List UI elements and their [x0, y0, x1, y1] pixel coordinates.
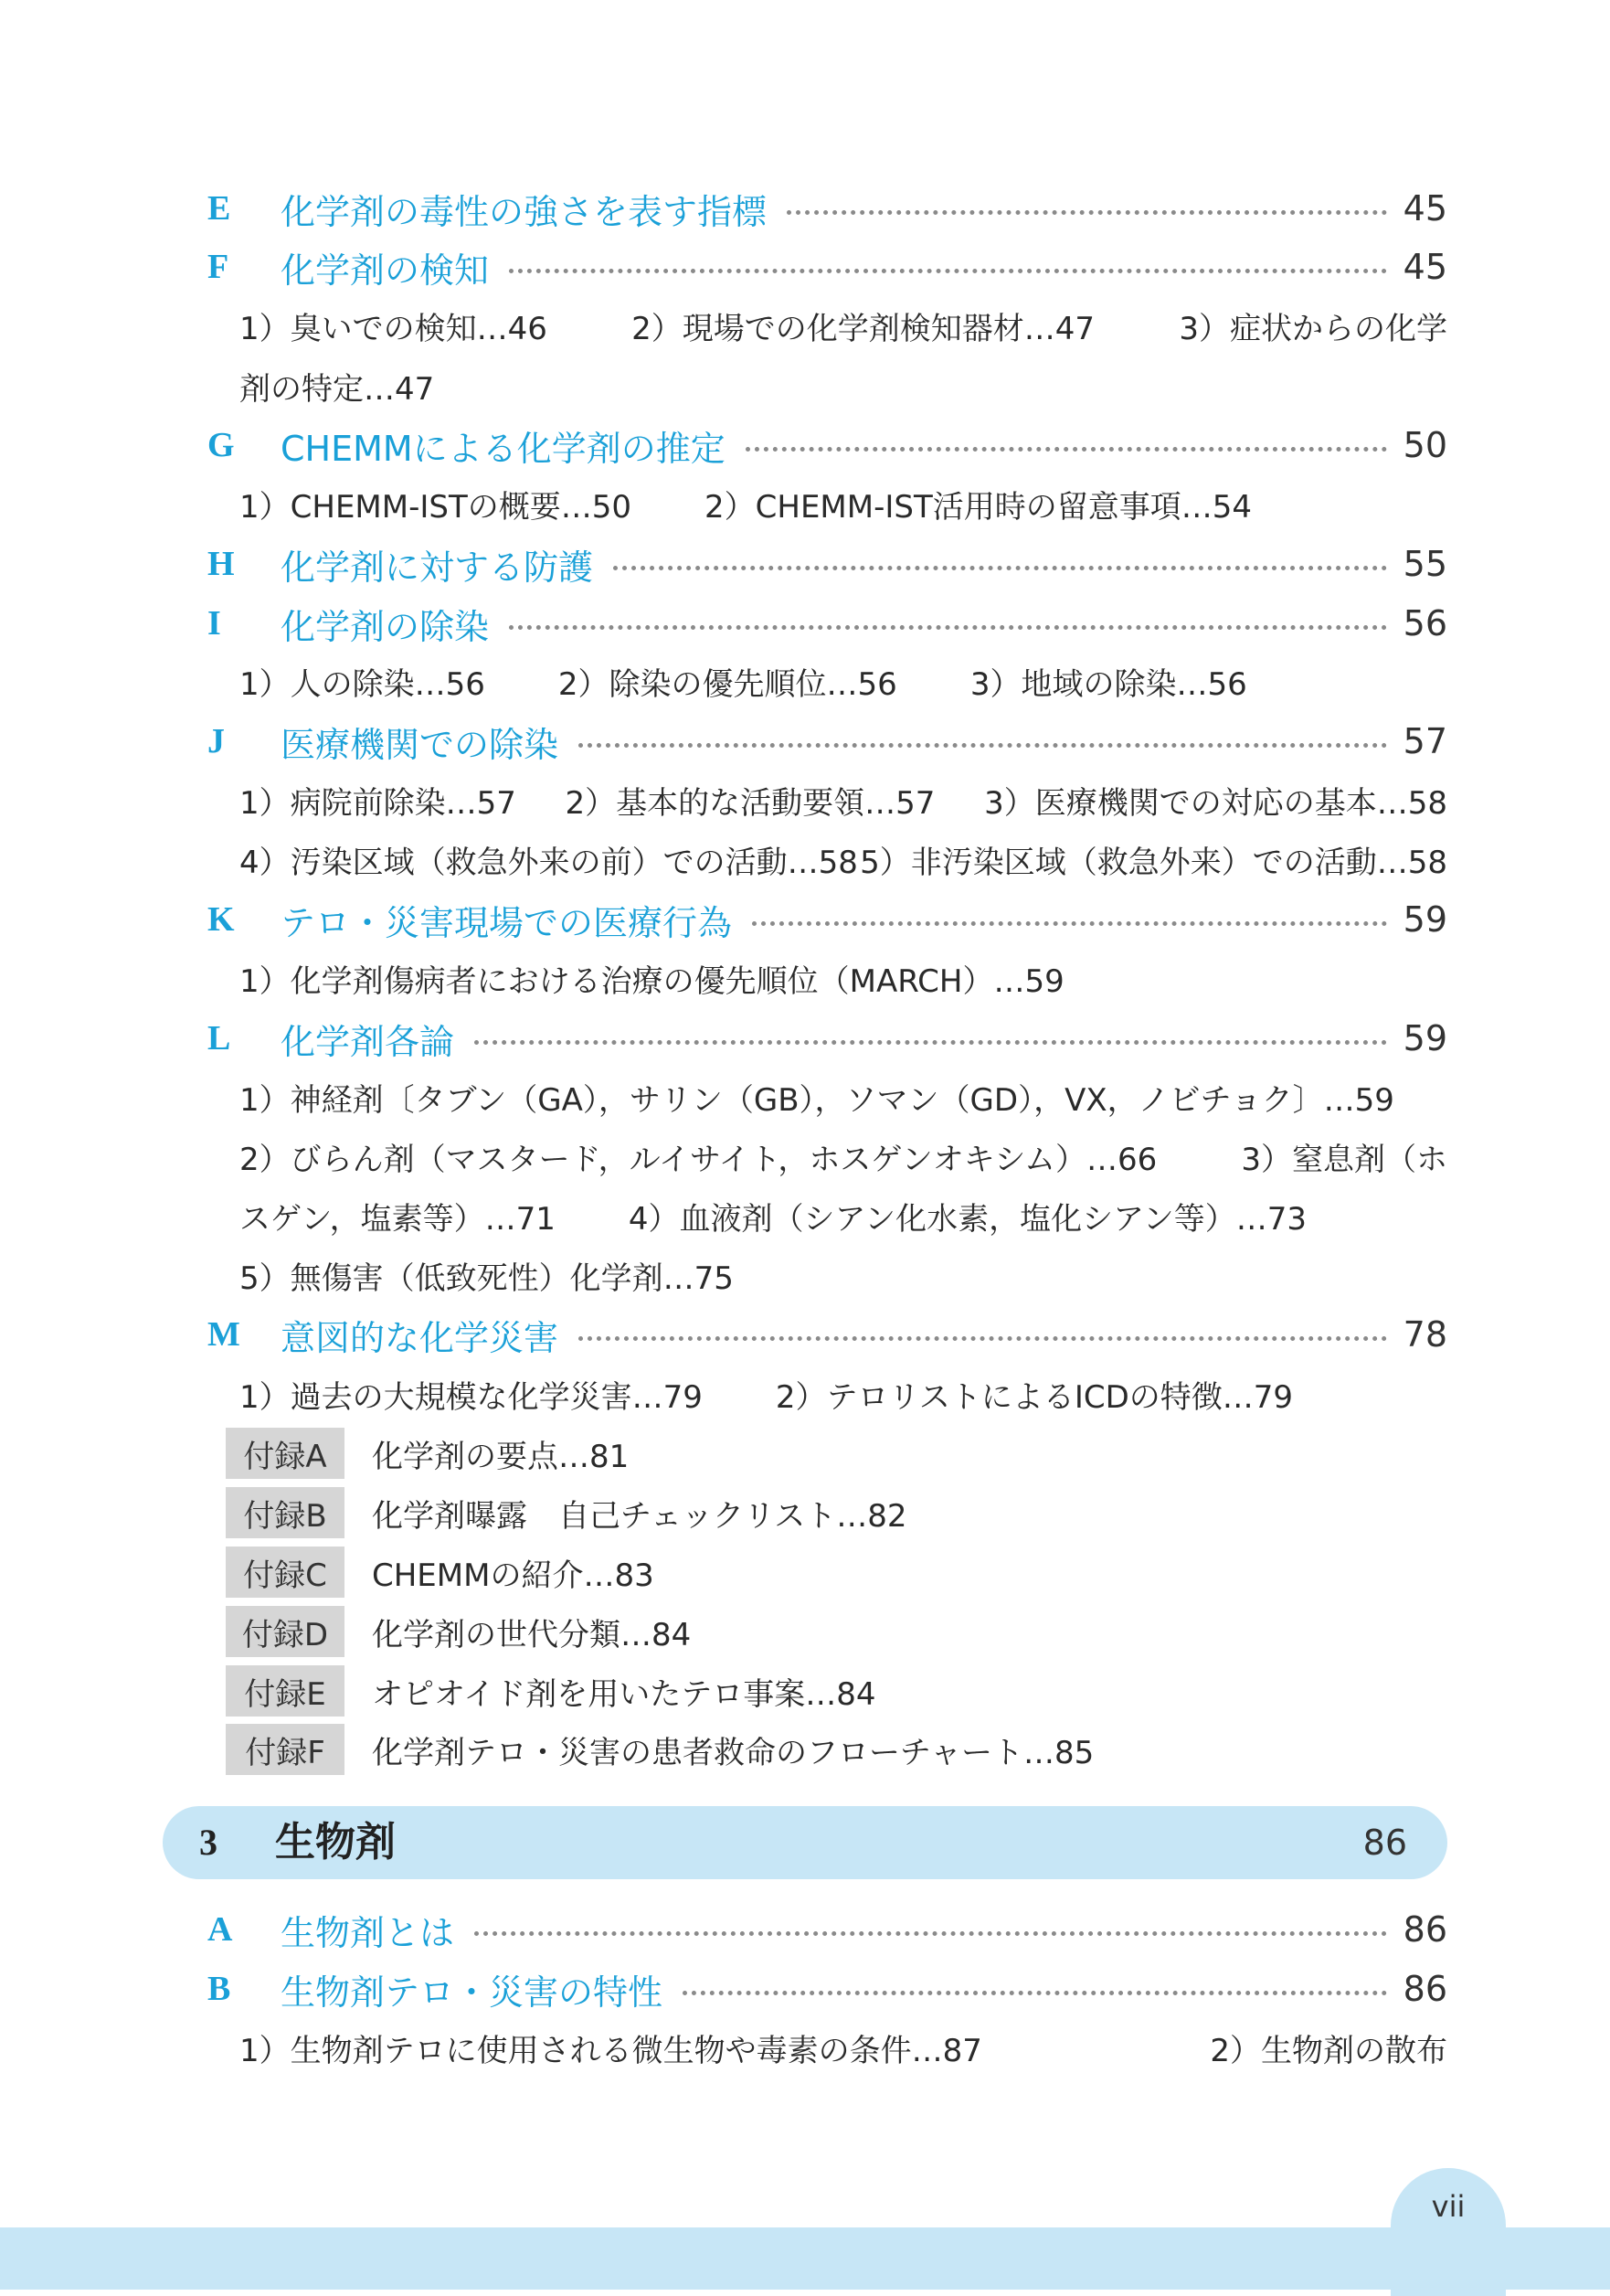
subsection-item-continued[interactable]: 剤の特定…47: [239, 370, 435, 408]
subsection-row: [239, 1370, 1447, 1418]
subsection-item[interactable]: 2）テロリストによるICDの特徴…79: [775, 1378, 1294, 1416]
leader-dots: [752, 921, 1387, 926]
toc-section-k[interactable]: [207, 894, 1447, 945]
appendix-label: 付録B: [226, 1487, 344, 1538]
subsection-item[interactable]: 1）生物剤テロに使用される微生物や毒素の条件…87: [239, 2032, 982, 2069]
section-letter: H: [207, 545, 235, 583]
section-letter: B: [207, 1970, 231, 2008]
section-title: CHEMMによる化学剤の推定: [281, 428, 726, 469]
appendix-label: 付録C: [226, 1547, 344, 1598]
subsection-item[interactable]: 4）血液剤（シアン化水素，塩化シアン等）…73: [628, 1200, 1308, 1238]
leader-dots: [578, 743, 1387, 748]
subsection-item[interactable]: 5）非汚染区域（救急外来）での活動…58: [860, 844, 1447, 881]
section-page: 45: [1403, 247, 1447, 287]
toc-section-l[interactable]: [207, 1013, 1447, 1064]
subsection-item[interactable]: 2）生物剤の散布: [1210, 2032, 1447, 2069]
subsection-item[interactable]: 5）無傷害（低致死性）化学剤…75: [239, 1260, 734, 1297]
subsection-item[interactable]: 3）症状からの化学: [1179, 310, 1447, 347]
section-letter: J: [207, 722, 225, 760]
subsection-item[interactable]: 2）CHEMM-IST活用時の留意事項…54: [704, 488, 1253, 526]
chapter-title: 生物剤: [275, 1819, 396, 1866]
section-page: 56: [1403, 603, 1447, 643]
appendix-row-f[interactable]: [226, 1724, 1094, 1775]
appendix-row-a[interactable]: [226, 1428, 629, 1479]
section-letter: M: [207, 1315, 240, 1354]
subsection-row: [239, 657, 1447, 705]
section-title: 化学剤に対する防護: [281, 547, 594, 588]
subsection-item[interactable]: 1）神経剤〔タブン（GA），サリン（GB），ソマン（GD），VX，ノビチョク〕…59: [239, 1081, 1394, 1119]
page-number: vii: [1431, 2189, 1466, 2224]
appendix-label: 付録E: [226, 1665, 344, 1717]
subsection-item[interactable]: 4）汚染区域（救急外来の前）での活動…58: [239, 844, 858, 881]
section-page: 59: [1403, 1018, 1447, 1058]
toc-section-j[interactable]: [207, 716, 1447, 767]
appendix-label: 付録D: [226, 1606, 344, 1657]
section-letter: E: [207, 189, 231, 228]
section-title: 化学剤の除染: [281, 606, 490, 647]
section-page: 45: [1403, 188, 1447, 229]
section-letter: A: [207, 1910, 233, 1949]
section-title: 医療機関での除染: [281, 724, 559, 765]
toc-section-a[interactable]: [207, 1904, 1447, 1955]
appendix-row-b[interactable]: [226, 1487, 907, 1538]
leader-dots: [787, 210, 1387, 215]
section-letter: I: [207, 604, 221, 643]
footer-band: [0, 2227, 1610, 2290]
appendix-text: CHEMMの紹介…83: [372, 1557, 654, 1594]
toc-section-m[interactable]: [207, 1309, 1447, 1360]
appendix-row-e[interactable]: [226, 1665, 876, 1717]
section-letter: G: [207, 426, 235, 464]
toc-section-f[interactable]: [207, 241, 1447, 292]
subsection-item[interactable]: 2）びらん剤（マスタード，ルイサイト，ホスゲンオキシム）…66: [239, 1141, 1158, 1178]
subsection-item[interactable]: 1）CHEMM-ISTの概要…50: [239, 488, 632, 526]
section-page: 57: [1403, 721, 1447, 761]
subsection-row: [239, 1251, 1447, 1299]
subsection-item[interactable]: 2）基本的な活動要領…57: [565, 784, 936, 822]
page-number-tab: [1391, 2168, 1506, 2296]
toc-section-i[interactable]: [207, 598, 1447, 649]
appendix-text: 化学剤の要点…81: [372, 1438, 630, 1475]
section-letter: F: [207, 248, 229, 286]
subsection-row: [239, 1132, 1447, 1180]
appendix-text: 化学剤テロ・災害の患者救命のフローチャート…85: [372, 1734, 1095, 1771]
section-title: 化学剤各論: [281, 1021, 455, 1062]
section-title: テロ・災害現場での医療行為: [281, 902, 733, 943]
subsection-item[interactable]: 3）地域の除染…56: [969, 665, 1247, 703]
appendix-row-c[interactable]: [226, 1547, 654, 1598]
subsection-item[interactable]: 2）現場での化学剤検知器材…47: [631, 310, 1096, 347]
subsection-row: [239, 480, 1447, 527]
section-title: 意図的な化学災害: [281, 1317, 559, 1358]
subsection-item[interactable]: 1）化学剤傷病者における治療の優先順位（MARCH）…59: [239, 962, 1065, 1000]
appendix-text: 化学剤の世代分類…84: [372, 1616, 692, 1653]
section-letter: L: [207, 1019, 231, 1058]
subsection-row: [239, 302, 1447, 349]
section-title: 化学剤の毒性の強さを表す指標: [281, 191, 768, 232]
subsection-item-continued[interactable]: スゲン，塩素等）…71: [239, 1200, 556, 1238]
section-page: 86: [1403, 1969, 1447, 2009]
subsection-row: [239, 835, 1447, 883]
leader-dots: [474, 1931, 1387, 1936]
subsection-item[interactable]: 2）除染の優先順位…56: [557, 665, 897, 703]
leader-dots: [509, 625, 1387, 630]
subsection-item[interactable]: 1）人の除染…56: [239, 665, 485, 703]
subsection-row: [239, 2024, 1447, 2071]
subsection-item[interactable]: 1）臭いでの検知…46: [239, 310, 547, 347]
subsection-row: [239, 954, 1447, 1002]
subsection-item[interactable]: 3）窒息剤（ホ: [1241, 1141, 1447, 1178]
subsection-row: [239, 362, 1447, 409]
subsection-item[interactable]: 3）医療機関での対応の基本…58: [984, 784, 1447, 822]
chapter-number: 3: [199, 1822, 217, 1863]
section-letter: K: [207, 900, 235, 939]
section-title: 生物剤テロ・災害の特性: [281, 1972, 663, 2013]
leader-dots: [509, 269, 1387, 273]
section-page: 55: [1403, 544, 1447, 584]
appendix-label: 付録A: [226, 1428, 344, 1479]
leader-dots: [683, 1991, 1387, 1995]
subsection-row: [239, 1192, 1447, 1239]
appendix-row-d[interactable]: [226, 1606, 691, 1657]
chapter-heading[interactable]: [163, 1806, 1447, 1879]
section-page: 50: [1403, 425, 1447, 465]
section-title: 化学剤の検知: [281, 250, 490, 291]
toc-section-g[interactable]: [207, 420, 1447, 471]
section-page: 86: [1403, 1909, 1447, 1950]
section-page: 78: [1403, 1314, 1447, 1355]
chapter-page: 86: [1362, 1823, 1407, 1863]
leader-dots: [613, 566, 1387, 570]
toc-section-e[interactable]: [207, 183, 1447, 234]
subsection-row: [239, 776, 1447, 824]
appendix-label: 付録F: [226, 1724, 344, 1775]
subsection-row: [239, 1073, 1447, 1121]
leader-dots: [474, 1040, 1387, 1045]
section-title: 生物剤とは: [281, 1912, 455, 1953]
subsection-item[interactable]: 1）過去の大規模な化学災害…79: [239, 1378, 703, 1416]
subsection-item[interactable]: 1）病院前除染…57: [239, 784, 516, 822]
toc-section-h[interactable]: [207, 538, 1447, 590]
leader-dots: [746, 447, 1387, 452]
section-page: 59: [1403, 899, 1447, 940]
appendix-text: オピオイド剤を用いたテロ事案…84: [372, 1675, 876, 1713]
toc-section-b[interactable]: [207, 1963, 1447, 2014]
leader-dots: [578, 1336, 1387, 1341]
appendix-text: 化学剤曝露 自己チェックリスト…82: [372, 1497, 907, 1535]
